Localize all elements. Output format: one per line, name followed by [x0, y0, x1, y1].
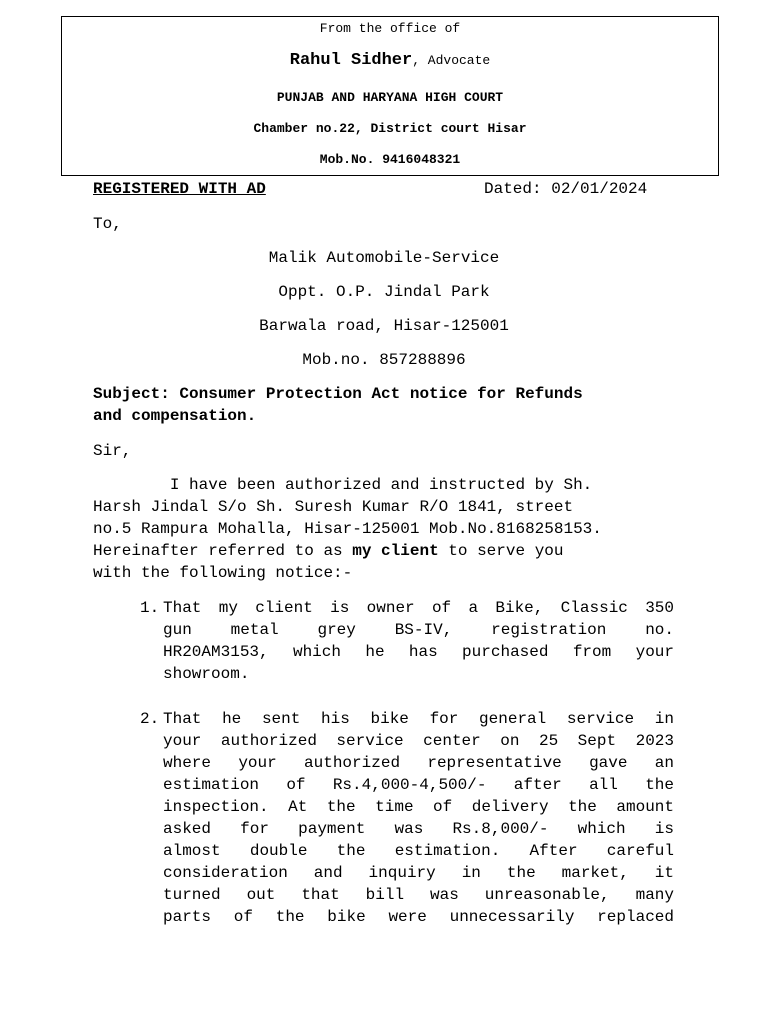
point-text [163, 597, 674, 685]
point-line: That my client is owner of a Bike, Classic 350 [163, 599, 674, 617]
salutation: Sir, [93, 442, 132, 460]
point-number: 2. [140, 710, 160, 728]
point-line: turned out that bill was unreasonable, many [163, 886, 674, 904]
point-line: asked for payment was Rs.8,000/- which is [163, 820, 674, 838]
intro-text: to serve you [438, 542, 564, 560]
subject-line: and compensation. [93, 407, 257, 425]
letter-date: Dated: 02/01/2024 [484, 180, 648, 198]
intro-paragraph [93, 474, 683, 584]
subject [93, 383, 675, 427]
intro-line: I have been authorized and instructed by Sh. [93, 476, 593, 494]
intro-line: no.5 Rampura Mohalla, Hisar-125001 Mob.No.8168258153. [93, 520, 602, 538]
point-line: HR20AM3153, which he has purchased from your [163, 643, 674, 661]
letterhead-box [61, 16, 719, 176]
letterhead-from-label: From the office of [319, 21, 461, 36]
recipient-address-line: Oppt. O.P. Jindal Park [278, 283, 490, 301]
to-label: To, [93, 215, 122, 233]
point-line: almost double the estimation. After careful [163, 842, 674, 860]
point-line: inspection. At the time of delivery the amount [163, 798, 674, 816]
point-line: showroom. [163, 665, 250, 683]
letterhead-court: PUNJAB AND HARYANA HIGH COURT [276, 90, 504, 105]
point-line: gun metal grey BS-IV, registration no. [163, 621, 674, 639]
point-line: estimation of Rs.4,000-4,500/- after all the [163, 776, 674, 794]
point-line: your authorized service center on 25 Sept 2023 [163, 732, 674, 750]
letterhead-chamber: Chamber no.22, District court Hisar [253, 121, 527, 136]
recipient-name: Malik Automobile-Service [268, 249, 500, 267]
intro-line: with the following notice:- [93, 564, 353, 582]
letterhead-advocate [62, 51, 718, 70]
intro-line [93, 540, 683, 562]
point-text [163, 708, 674, 928]
registered-with-ad: REGISTERED WITH AD [93, 180, 266, 198]
advocate-suffix: , Advocate [412, 53, 491, 68]
point-number: 1. [140, 599, 160, 617]
intro-line: Harsh Jindal S/o Sh. Suresh Kumar R/O 1841, street [93, 498, 574, 516]
my-client-emphasis: my client [352, 542, 439, 560]
point-line: consideration and inquiry in the market, it [163, 864, 674, 882]
point-line: where your authorized representative gave an [163, 754, 674, 772]
intro-text: Hereinafter referred to as [93, 542, 353, 560]
subject-line: Subject: Consumer Protection Act notice for Refunds [93, 385, 583, 403]
letterhead-mobile: Mob.No. 9416048321 [319, 152, 461, 167]
point-line: parts of the bike were unnecessarily replaced [163, 908, 674, 926]
point-line: That he sent his bike for general service in [163, 710, 674, 728]
recipient-address-line: Barwala road, Hisar-125001 [259, 317, 509, 335]
advocate-name: Rahul Sidher [289, 51, 413, 70]
recipient-mobile: Mob.no. 857288896 [302, 351, 466, 369]
